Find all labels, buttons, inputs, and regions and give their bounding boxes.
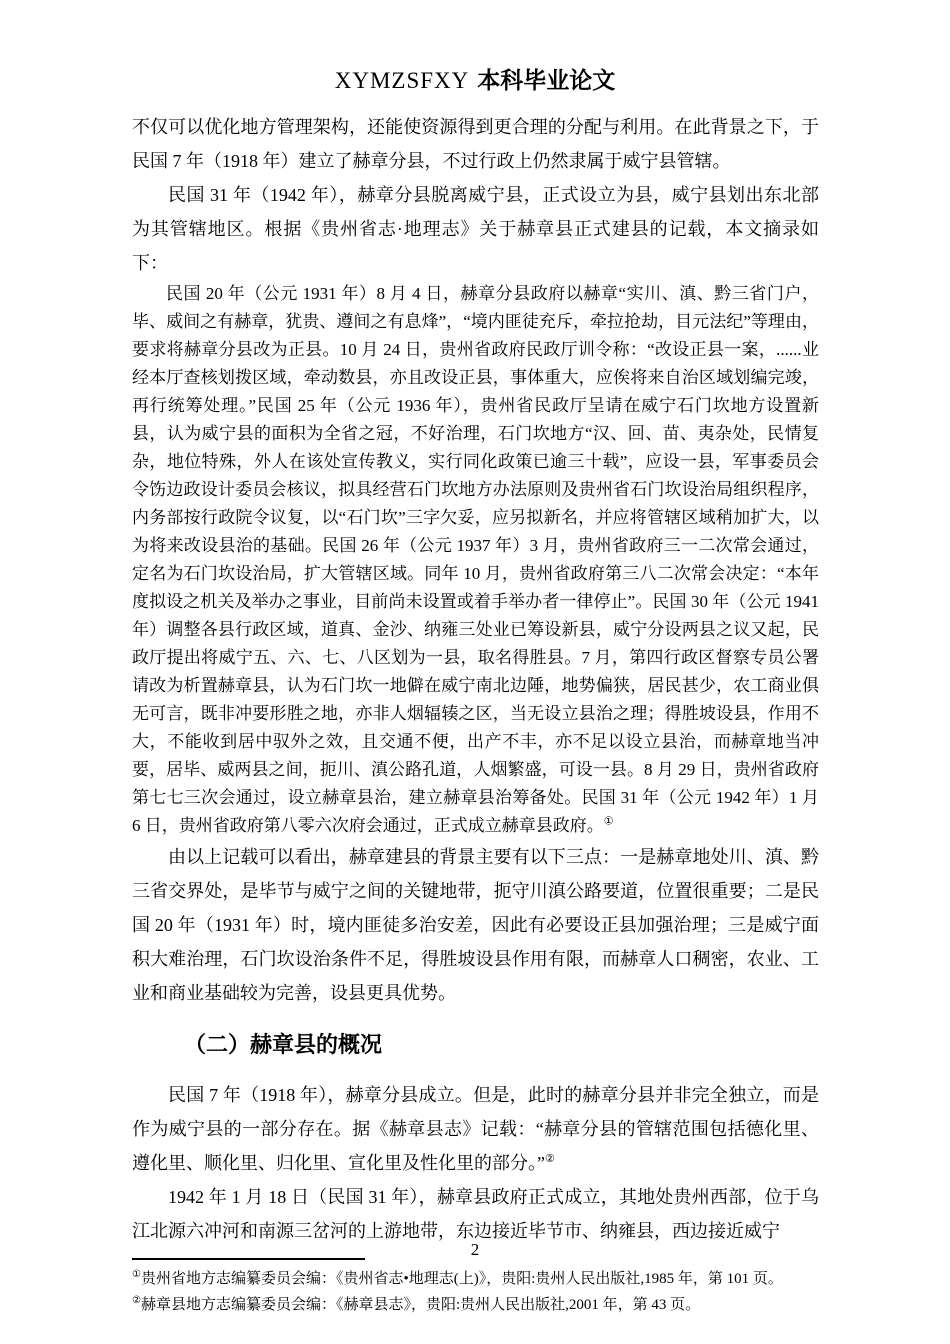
paragraph-4 (132, 1078, 819, 1180)
block-quote (132, 280, 819, 840)
paragraph-2: 民国 31 年（1942 年），赫章分县脱离威宁县，正式设立为县，威宁县划出东北部为其管辖地区。根据《贵州省志·地理志》关于赫章县正式建县的记载，本文摘录如下： (132, 185, 819, 273)
footnotes-section (132, 1258, 819, 1318)
paragraph-4-text: 民国 7 年（1918 年），赫章分县成立。但是，此时的赫章分县并非完全独立，而是作为威宁县的一部分存在。据《赫章县志》记载：“赫章分县的管辖范围包括德化里、遵化里、顺化里、归化里、宣化里及性化里的部分。” (132, 1085, 819, 1173)
footnote-reference-1: ① (603, 815, 614, 828)
footnote-text-2: 赫章县地方志编纂委员会编：《赫章县志》，贵阳:贵州人民出版社,2001 年，第 43 页。 (140, 1297, 701, 1313)
paragraph-5: 1942 年 1 月 18 日（民国 31 年），赫章县政府正式成立，其地处贵州西部，位于乌江北源六冲河和南源三岔河的上游地带，东边接近毕节市、纳雍县，西边接近威宁 (132, 1187, 819, 1241)
header-title-cn: 本科毕业论文 (477, 68, 616, 93)
paragraph-continuation: 不仅可以优化地方管理架构，还能使资源得到更合理的分配与利用。在此背景之下，于民国 7 年（1918 年）建立了赫章分县，不过行政上仍然隶属于威宁县管辖。 (132, 117, 819, 171)
footnote-reference-2: ② (545, 1153, 555, 1165)
header-title-latin: XYMZSFXY (334, 68, 470, 93)
block-quote-text: 民国 20 年（公元 1931 年）8 月 4 日，赫章分县政府以赫章“实川、滇、黔三省门户，毕、威间之有赫章，犹贵、遵间之有息烽”，“境内匪徒充斥，牵拉抢劫，目元法纪”等理由，要求将赫章分县改为正县。10 月 24 日，贵州省政府民政厅训令称：“改设正县一案，......业经本厅查核划拨区域，牵动数县，亦且改设正县，事体重大，应俟将来自治区域划编完竣，再行统筹处理。”民国 25 年（公元 1936 年），贵州省民政厅呈请在威宁石门坎地方设置新县，认为威宁县的面积为全省之冠，不好治理，石门坎地方“汉、回、苗、夷杂处，民情复杂，地位特殊，外人在该处宣传教义，实行同化政策已逾三十载”，应设一县，军事委员会令饬边政设计委员会核议，拟具经营石门坎地方办法原则及贵州省石门坎设治局组织程序，内务部按行政院令议复，以“石门坎”三字欠妥，应另拟新名，并应将管辖区域稍加扩大，以为将来改设县治的基础。民国 26 年（公元 1937 年）3 月，贵州省政府三一二次常会通过，定名为石门坎设治局，扩大管辖区域。同年 10 月，贵州省政府第三八二次常会决定：“本年度拟设之机关及举办之事业，目前尚未设置或着手举办者一律停止”。民国 30 年（公元 1941 年）调整各县行政区域，道真、金沙、纳雍三处业已筹设新县，威宁分设两县之议又起，民政厅提出将威宁五、六、七、八区划为一县，取名得胜县。7 月，第四行政区督察专员公署请改为析置赫章县，认为石门坎一地僻在威宁南北边陲，地势偏狭，居民甚少，农工商业俱无可言，既非冲要形胜之地，亦非人烟辐辏之区，当无设立县治之理；得胜坡设县，作用不大，不能收到居中驭外之效，且交通不便，出产不丰，亦不足以设立县治，而赫章地当冲要，居毕、威两县之间，扼川、滇公路孔道，人烟繁盛，可设一县。8 月 29 日，贵州省政府第七七三次会通过，设立赫章县治，建立赫章县治筹备处。民国 31 年（公元 1942 年）1 月 6 日，贵州省政府第八零六次府会通过，正式成立赫章县政府。 (132, 284, 819, 835)
footnote-item (132, 1266, 819, 1292)
page-number: 2 (470, 1240, 480, 1259)
footnote-marker-2: ② (132, 1295, 141, 1306)
footnote-text-1: 贵州省地方志编纂委员会编：《贵州省志•地理志(上)》，贵阳:贵州人民出版社,1985 年，第 101 页。 (140, 1271, 783, 1287)
footnote-item (132, 1292, 819, 1318)
footnote-marker-1: ① (132, 1269, 141, 1280)
section-heading: （二）赫章县的概况 (184, 1032, 383, 1057)
page-header (0, 66, 950, 96)
paragraph-3: 由以上记载可以看出，赫章建县的背景主要有以下三点：一是赫章地处川、滇、黔三省交界处，是毕节与威宁之间的关键地带，扼守川滇公路要道，位置很重要；二是民国 20 年（1931 年）时，境内匪徒多治安差，因此有必要设正县加强治理；三是威宁面积大难治理，石门坎设治条件不足，得胜坡设县作用有限，而赫章人口稠密，农业、工业和商业基础较为完善，设县更具优势。 (132, 847, 819, 1003)
page-body (132, 110, 819, 1318)
